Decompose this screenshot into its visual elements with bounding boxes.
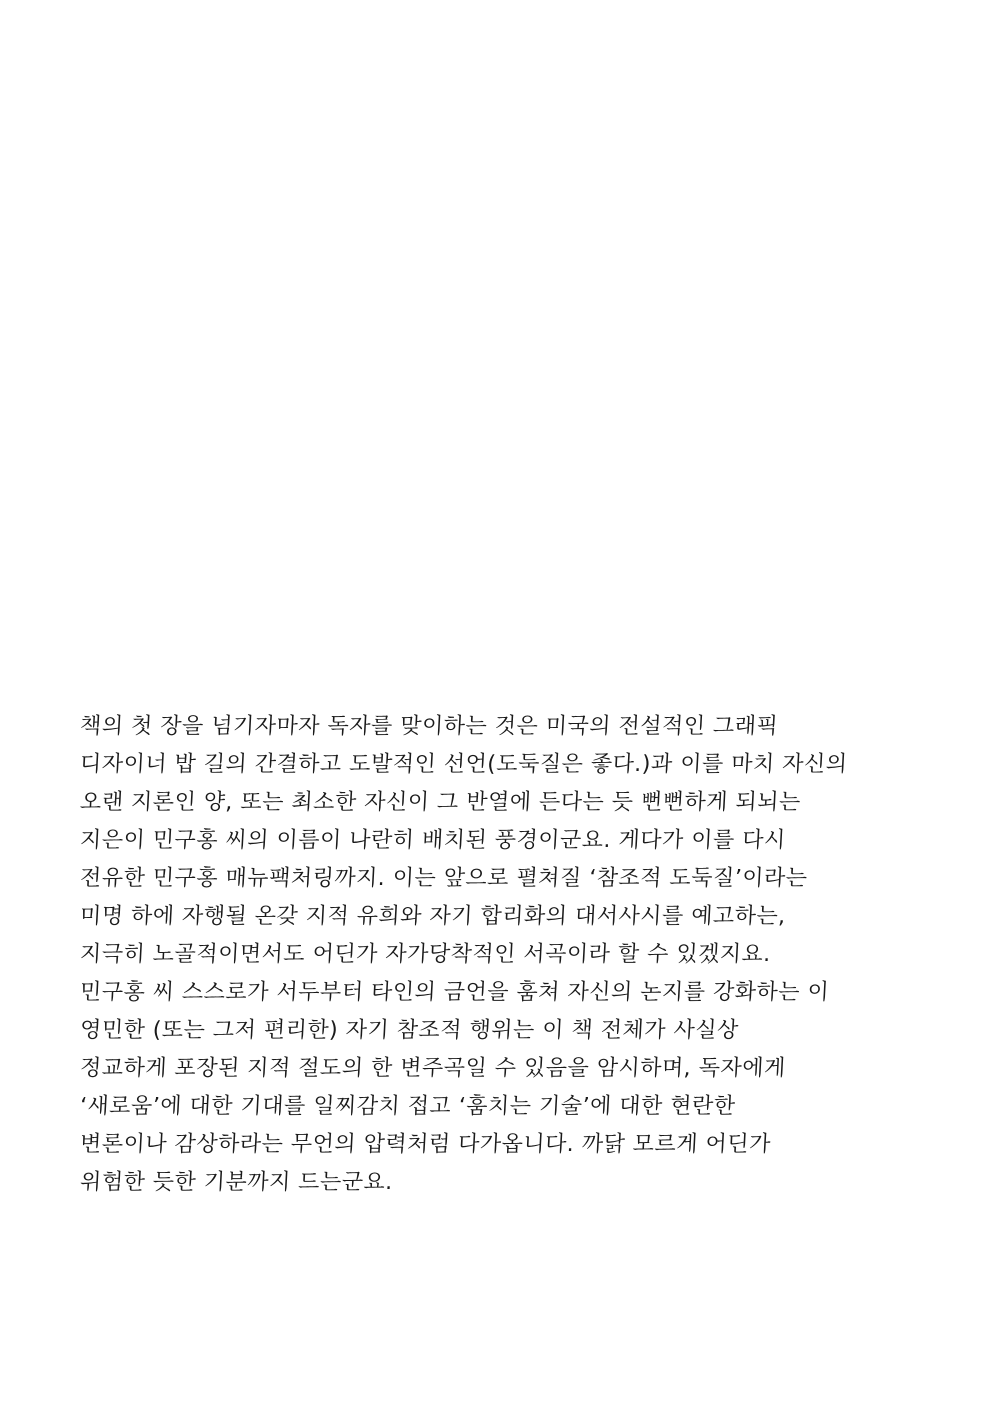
- text-line: 미명 하에 자행될 온갖 지적 유희와 자기 합리화의 대서사시를 예고하는,: [79, 904, 787, 929]
- text-line: ‘새로움’에 대한 기대를 일찌감치 접고 ‘훔치는 기술’에 대한 현란한: [79, 1094, 737, 1119]
- text-line: 영민한 (또는 그저 편리한) 자기 참조적 행위는 이 책 전체가 사실상: [79, 1018, 740, 1043]
- text-line: 책의 첫 장을 넘기자마자 독자를 맞이하는 것은 미국의 전설적인 그래픽: [79, 714, 779, 739]
- text-line: 위험한 듯한 기분까지 드는군요.: [79, 1170, 394, 1195]
- text-line: 지극히 노골적이면서도 어딘가 자가당착적인 서곡이라 할 수 있겠지요.: [79, 942, 772, 967]
- text-line: 전유한 민구홍 매뉴팩처링까지. 이는 앞으로 펼쳐질 ‘참조적 도둑질’이라는: [79, 866, 809, 891]
- text-line: 정교하게 포장된 지적 절도의 한 변주곡일 수 있음을 암시하며, 독자에게: [79, 1056, 787, 1081]
- text-line: 오랜 지론인 양, 또는 최소한 자신이 그 반열에 든다는 듯 뻔뻔하게 되뇌는: [79, 790, 802, 815]
- text-line: 민구홍 씨 스스로가 서두부터 타인의 금언을 훔쳐 자신의 논지를 강화하는 이: [79, 980, 830, 1005]
- text-line: 지은이 민구홍 씨의 이름이 나란히 배치된 풍경이군요. 게다가 이를 다시: [79, 828, 787, 853]
- text-line: 디자이너 밥 길의 간결하고 도발적인 선언(도둑질은 좋다.)과 이를 마치 자신의: [79, 752, 849, 777]
- text-line: 변론이나 감상하라는 무언의 압력처럼 다가옵니다. 까닭 모르게 어딘가: [79, 1132, 772, 1157]
- handwritten-paragraph: [80, 708, 940, 1202]
